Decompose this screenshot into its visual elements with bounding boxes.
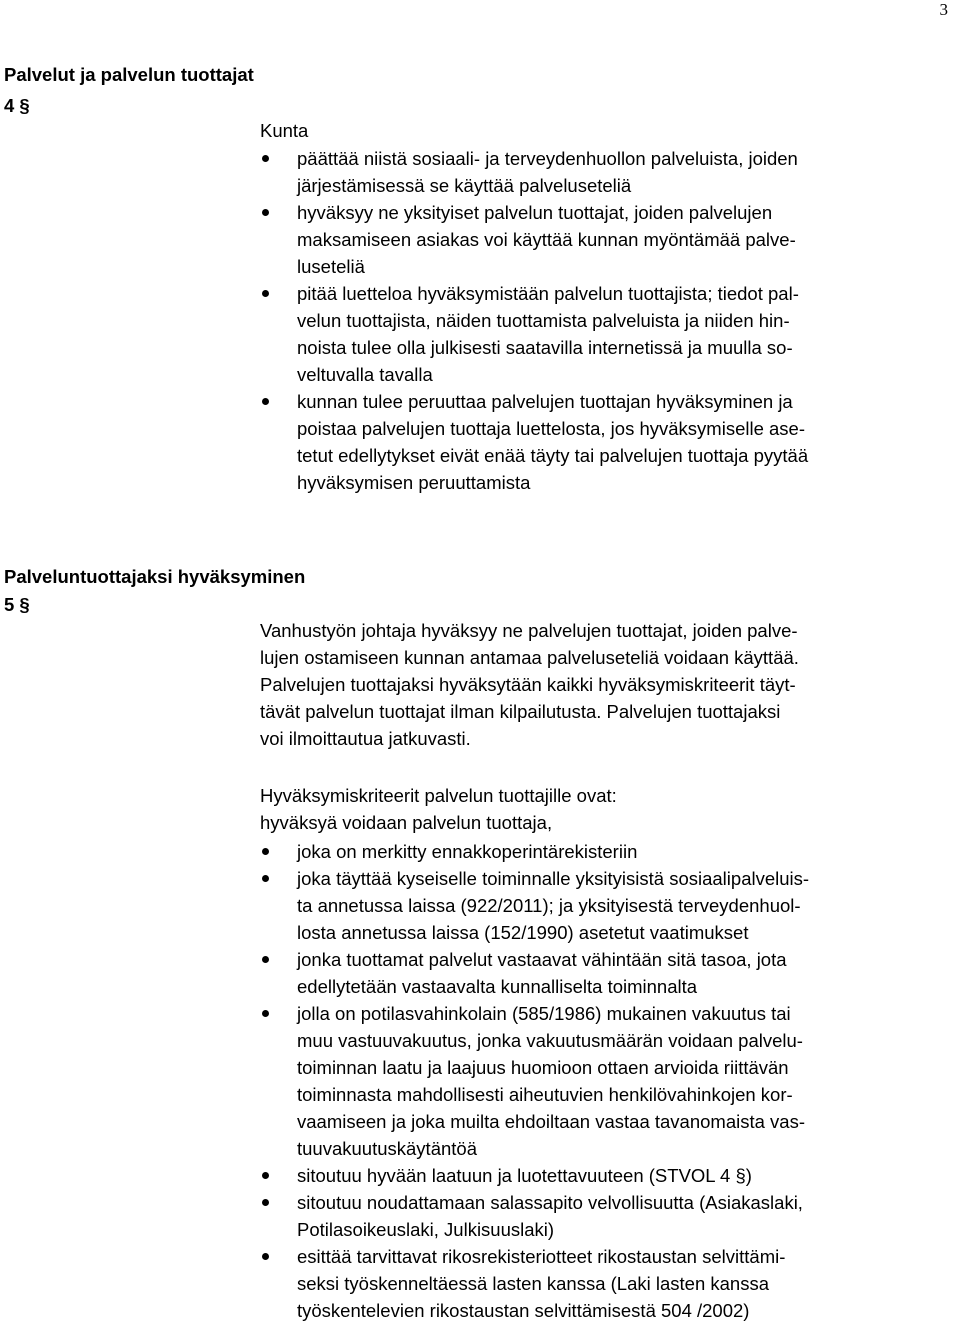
criteria-intro-line: Hyväksymiskriteerit palvelun tuottajille ovat: bbox=[260, 785, 617, 806]
bullet-icon bbox=[262, 290, 269, 297]
item-line: losta annetussa laissa (152/1990) asetetut vaatimukset bbox=[297, 922, 749, 943]
section-4-list bbox=[260, 145, 956, 496]
item-line: esittää tarvittavat rikosrekisteriotteet rikostaustan selvittämi- bbox=[297, 1246, 786, 1267]
section-5-heading: Palveluntuottajaksi hyväksyminen bbox=[4, 566, 306, 587]
bullet-icon bbox=[262, 848, 269, 855]
list-item bbox=[260, 946, 956, 1000]
criteria-intro-line: hyväksyä voidaan palvelun tuottaja, bbox=[260, 812, 553, 833]
item-line: sitoutuu hyvään laatuun ja luotettavuuteen (STVOL 4 §) bbox=[297, 1165, 752, 1186]
item-line: hyväksymisen peruuttamista bbox=[297, 472, 531, 493]
section-5-number: 5 § bbox=[4, 594, 30, 615]
bullet-icon bbox=[262, 1253, 269, 1260]
item-line: sitoutuu noudattamaan salassapito velvollisuutta (Asiakaslaki, bbox=[297, 1192, 803, 1213]
item-line: maksamiseen asiakas voi käyttää kunnan myöntämää palve- bbox=[297, 229, 796, 250]
list-item bbox=[260, 1000, 956, 1162]
item-line: jonka tuottamat palvelut vastaavat vähintään sitä tasoa, jota bbox=[297, 949, 787, 970]
bullet-icon bbox=[262, 209, 269, 216]
page-number: 3 bbox=[939, 0, 948, 19]
list-item bbox=[260, 388, 956, 496]
item-line: toiminnasta mahdollisesti aiheutuvien henkilövahinkojen kor- bbox=[297, 1084, 793, 1105]
section-5-paragraph bbox=[260, 617, 956, 752]
list-item bbox=[260, 199, 956, 280]
item-line: hyväksyy ne yksityiset palvelun tuottajat, joiden palvelujen bbox=[297, 202, 773, 223]
list-item bbox=[260, 1189, 956, 1243]
item-line: joka täyttää kyseiselle toiminnalle yksityisistä sosiaalipalveluis- bbox=[297, 868, 810, 889]
item-line: poistaa palvelujen tuottaja luettelosta, jos hyväksymiselle ase- bbox=[297, 418, 806, 439]
list-item bbox=[260, 280, 956, 388]
item-line: päättää niistä sosiaali- ja terveydenhuollon palveluista, joiden bbox=[297, 148, 798, 169]
criteria-list bbox=[260, 838, 956, 1324]
paragraph-line: Palvelujen tuottajaksi hyväksytään kaikki hyväksymiskriteerit täyt- bbox=[260, 674, 796, 695]
item-line: tuuvakuutuskäytäntöä bbox=[297, 1138, 477, 1159]
item-line: pitää luetteloa hyväksymistään palvelun tuottajista; tiedot pal- bbox=[297, 283, 799, 304]
intro-line: Kunta bbox=[260, 120, 309, 141]
section-4-number: 4 § bbox=[4, 95, 30, 116]
list-item bbox=[260, 145, 956, 199]
bullet-icon bbox=[262, 155, 269, 162]
bullet-icon bbox=[262, 1172, 269, 1179]
bullet-icon bbox=[262, 398, 269, 405]
item-line: veltuvalla tavalla bbox=[297, 364, 433, 385]
item-line: noista tulee olla julkisesti saatavilla internetissä ja muulla so- bbox=[297, 337, 793, 358]
paragraph-line: voi ilmoittautua jatkuvasti. bbox=[260, 728, 471, 749]
item-line: velun tuottajista, näiden tuottamista palveluista ja niiden hin- bbox=[297, 310, 790, 331]
item-line: työskentelevien rikostaustan selvittämisestä 504 /2002) bbox=[297, 1300, 750, 1321]
item-line: ta annetussa laissa (922/2011); ja yksityisestä terveydenhuol- bbox=[297, 895, 801, 916]
list-item bbox=[260, 1162, 956, 1189]
list-item bbox=[260, 838, 956, 865]
item-line: jolla on potilasvahinkolain (585/1986) mukainen vakuutus tai bbox=[297, 1003, 791, 1024]
section-4-intro bbox=[260, 117, 956, 144]
bullet-icon bbox=[262, 1199, 269, 1206]
section-4-heading: Palvelut ja palvelun tuottajat bbox=[4, 64, 254, 85]
item-line: toiminnan laatu ja laajuus huomioon ottaen arvioida riittävän bbox=[297, 1057, 789, 1078]
paragraph-line: tävät palvelun tuottajat ilman kilpailutusta. Palvelujen tuottajaksi bbox=[260, 701, 781, 722]
bullet-icon bbox=[262, 1010, 269, 1017]
criteria-intro bbox=[260, 782, 956, 836]
bullet-icon bbox=[262, 875, 269, 882]
list-item bbox=[260, 1243, 956, 1324]
paragraph-line: lujen ostamiseen kunnan antamaa palveluseteliä voidaan käyttää. bbox=[260, 647, 799, 668]
item-line: luseteliä bbox=[297, 256, 365, 277]
item-line: joka on merkitty ennakkoperintärekisteriin bbox=[297, 841, 638, 862]
item-line: muu vastuuvakuutus, jonka vakuutusmäärän voidaan palvelu- bbox=[297, 1030, 803, 1051]
list-item bbox=[260, 865, 956, 946]
item-line: kunnan tulee peruuttaa palvelujen tuottajan hyväksyminen ja bbox=[297, 391, 793, 412]
bullet-icon bbox=[262, 956, 269, 963]
item-line: järjestämisessä se käyttää palveluseteliä bbox=[297, 175, 632, 196]
item-line: vaamiseen ja joka muilta ehdoiltaan vastaa tavanomaista vas- bbox=[297, 1111, 806, 1132]
item-line: edellytetään vastaavalta kunnalliselta toiminnalta bbox=[297, 976, 698, 997]
item-line: seksi työskenneltäessä lasten kanssa (Laki lasten kanssa bbox=[297, 1273, 770, 1294]
item-line: tetut edellytykset eivät enää täyty tai palvelujen tuottaja pyytää bbox=[297, 445, 809, 466]
item-line: Potilasoikeuslaki, Julkisuuslaki) bbox=[297, 1219, 555, 1240]
paragraph-line: Vanhustyön johtaja hyväksyy ne palvelujen tuottajat, joiden palve- bbox=[260, 620, 798, 641]
